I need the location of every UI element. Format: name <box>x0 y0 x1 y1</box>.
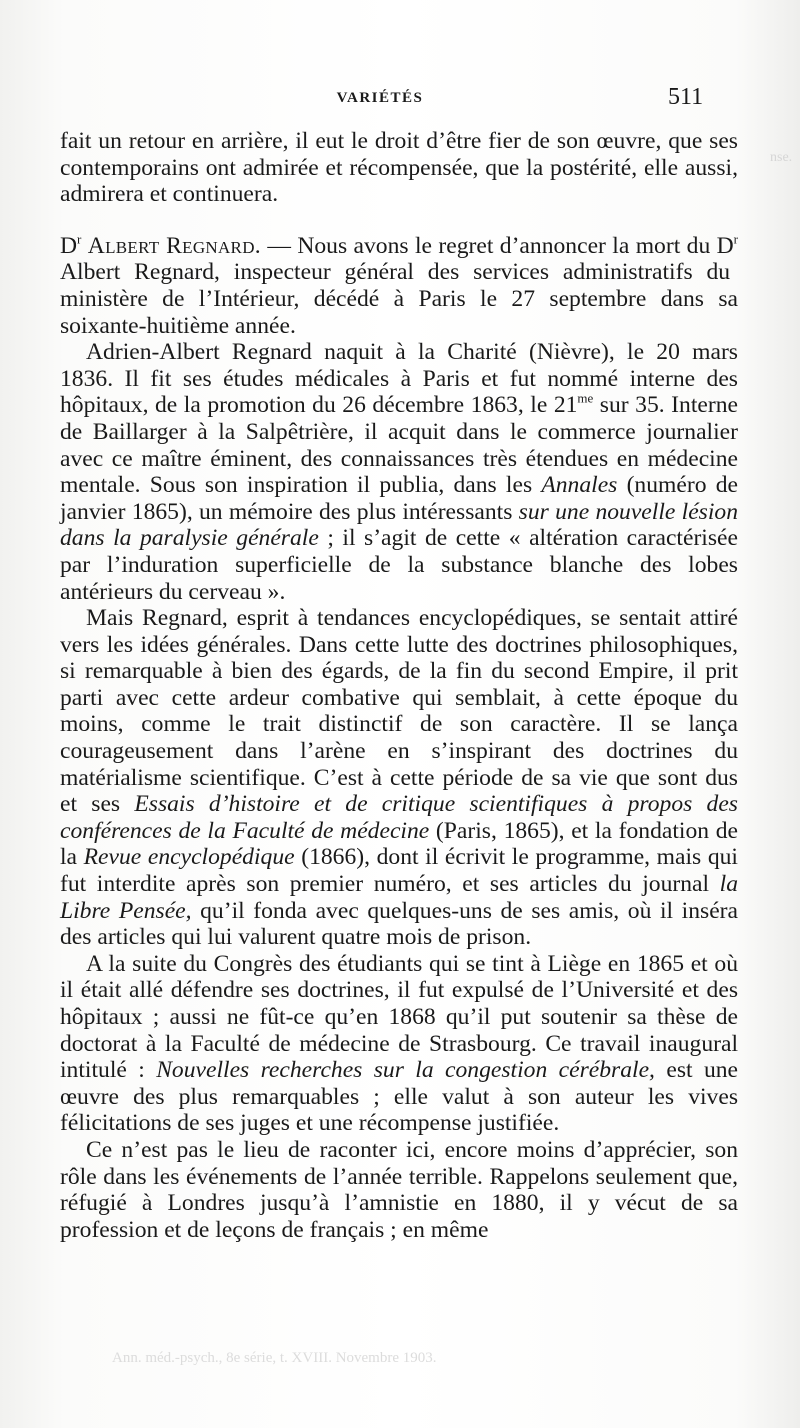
p5-text-b: est une œuvre des plus remarquables ; elle valut à son auteur les vives félicitations de ses juges et une récompense justifiée. <box>60 1057 739 1137</box>
p3-text-a: Adrien-Albert Regnard naquit à la Charité (Nièvre), le 20 mars 1836. Il fit ses études médicales à Paris et fut nommé interne des hôpitaux, de la promotion du 26 décembre 1863, le 21 <box>60 339 738 419</box>
p4-text-b: (Paris, 1865), et la fondation de la <box>60 817 738 871</box>
p3-text-b: sur 35. Interne de Baillarger à la Salpêtrière, il acquit dans le commerce journalier avec ce maître éminent, des connaissances très étendues en médecine mentale. Sous son inspiration il publia, dans les <box>60 392 738 499</box>
paragraph-1: fait un retour en arrière, il eut le droit d’être fier de son œuvre, que ses contemporains ont admirée et récompensée, que la postérité, elle aussi, admirera et continuera. <box>60 128 738 208</box>
bleed-through-edge: nse. <box>770 150 793 165</box>
doctor-abbrev: D <box>60 232 78 259</box>
p3-italic-annales: Annales <box>541 472 618 499</box>
p3-text-d: ; il s’agit de cette « altération caractérisée par l’induration superficielle de la substance blanche des lobes antérieurs du cerveau ». <box>60 525 738 605</box>
obituary-text-b: Albert Regnard, inspecteur général des services administratifs du ministère de l’Intérieur, décédé à Paris le 27 septembre dans sa soixante-huitième année. <box>60 259 738 339</box>
p4-text-d: qu’il fonda avec quelques-uns de ses amis, où il inséra des articles qui lui valurent quatre mois de prison. <box>60 897 738 951</box>
running-head <box>0 84 800 118</box>
paragraph-4 <box>60 605 738 951</box>
paragraph-3 <box>60 339 738 605</box>
obituary-paragraph <box>60 233 738 339</box>
p3-text-c: (numéro de janvier 1865), un mémoire des plus intéressants <box>60 472 738 525</box>
p3-sup: me <box>577 390 594 406</box>
p4-italic-libre-pensee: la Libre Pensée, <box>60 871 738 924</box>
doctor-abbrev-sup-2: r <box>733 231 738 247</box>
p3-italic-memoire: sur une nouvelle lésion dans la paralysie générale <box>60 498 738 552</box>
paragraph-5 <box>60 951 738 1137</box>
page-number: 511 <box>668 84 704 110</box>
p5-italic-these: Nouvelles recherches sur la congestion cérébrale, <box>156 1057 655 1084</box>
p5-text-a: A la suite du Congrès des étudiants qui se tint à Liège en 1865 et où il était allé défendre ses doctrines, il fut expulsé de l’Université et des hôpitaux ; aussi ne fût-ce qu’en 1868 qu’il put soutenir sa thèse de doctorat à la Faculté de médecine de Strasbourg. Ce travail inaugural intitulé : <box>60 950 738 1084</box>
article-body <box>60 128 738 1243</box>
p4-italic-revue: Revue encyclopédique <box>83 844 295 871</box>
running-title: VARIÉTÉS <box>336 90 424 106</box>
p4-text-c: (1866), dont il écrivit le programme, mais qui fut interdite après son premier numéro, et ses articles du journal <box>60 844 738 898</box>
obituary-name: Albert Regnard. <box>87 232 261 259</box>
paragraph-6: Ce n’est pas le lieu de raconter ici, encore moins d’apprécier, son rôle dans les événements de l’année terrible. Rappelons seulement que, réfugié à Londres jusqu’à l’amnistie en 1880, il y vécut de sa profession et de leçons de français ; en même <box>60 1136 738 1243</box>
p4-text-a: Mais Regnard, esprit à tendances encyclopédiques, se sentait attiré vers les idées générales. Dans cette lutte des doctrines philosophiques, si remarquable à bien des égards, de la fin du second Empire, il prit parti avec cette ardeur combative qui semblait, à cette époque du moins, comme le trait distinctif de son caractère. Il se lança courageusement dans l’arène en s’inspirant des doctrines du matérialisme scientifique. C’est à cette période de sa vie que sont dus et ses <box>60 605 738 818</box>
p4-italic-essais: Essais d’histoire et de critique scientifiques à propos des conférences de la Faculté de médecine <box>60 791 738 844</box>
obituary-text-a: — Nous avons le regret d’annoncer la mort du D <box>260 232 734 259</box>
bleed-through-footer: Ann. méd.-psych., 8e série, t. XVIII. Novembre 1903. <box>112 1350 437 1366</box>
doctor-abbrev-sup: r <box>77 231 82 247</box>
